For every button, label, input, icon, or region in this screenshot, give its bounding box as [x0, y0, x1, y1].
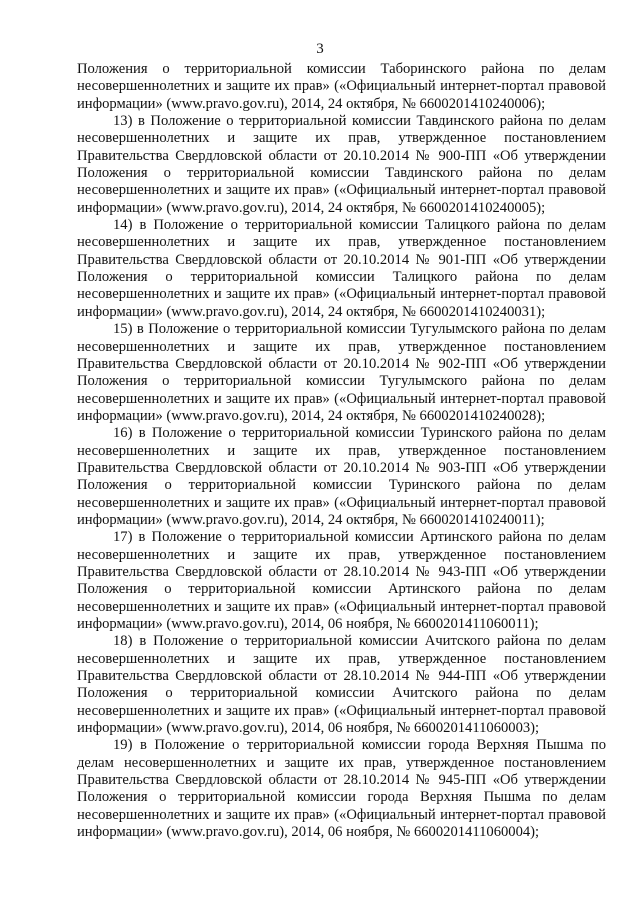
paragraph-item-14: 14) в Положение о территориальной комиссии Талицкого района по делам несовершеннолетних и защите их прав, утвержденное постановлением Правительства Свердловской области от 20.10.2014 № 901-ПП «Об утверждении Положения о территориальной комиссии Талицкого района по делам несовершеннолетних и защите их прав» («Официальный интернет-портал правовой информации» (www.pravo.gov.ru), 2014, 24 октября, № 6600201410240031); — [77, 217, 606, 320]
page-number: 3 — [316, 41, 324, 57]
paragraph-item-13: 13) в Положение о территориальной комиссии Тавдинского района по делам несовершеннолетних и защите их прав, утвержденное постановлением Правительства Свердловской области от 20.10.2014 № 900-ПП «Об утверждении Положения о территориальной комиссии Тавдинского района по делам несовершеннолетних и защите их прав» («Официальный интернет-портал правовой информации» (www.pravo.gov.ru), 2014, 24 октября, № 6600201410240005); — [77, 113, 606, 216]
paragraph-item-17: 17) в Положение о территориальной комиссии Артинского района по делам несовершеннолетних и защите их прав, утвержденное постановлением Правительства Свердловской области от 28.10.2014 № 943-ПП «Об утверждении Положения о территориальной комиссии Артинского района по делам несовершеннолетних и защите их прав» («Официальный интернет-портал правовой информации» (www.pravo.gov.ru), 2014, 06 ноября, № 6600201411060011); — [77, 529, 606, 632]
paragraph-item-15: 15) в Положение о территориальной комиссии Тугулымского района по делам несовершеннолетних и защите их прав, утвержденное постановлением Правительства Свердловской области от 20.10.2014 № 902-ПП «Об утверждении Положения о территориальной комиссии Тугулымского района по делам несовершеннолетних и защите их прав» («Официальный интернет-портал правовой информации» (www.pravo.gov.ru), 2014, 24 октября, № 6600201410240028); — [77, 321, 606, 424]
paragraph-item-16: 16) в Положение о территориальной комиссии Туринского района по делам несовершеннолетних и защите их прав, утвержденное постановлением Правительства Свердловской области от 20.10.2014 № 903-ПП «Об утверждении Положения о территориальной комиссии Туринского района по делам несовершеннолетних и защите их прав» («Официальный интернет-портал правовой информации» (www.pravo.gov.ru), 2014, 24 октября, № 6600201410240011); — [77, 425, 606, 528]
paragraph-item-12-continuation: Положения о территориальной комиссии Таборинского района по делам несовершеннолетних и защите их прав» («Официальный интернет-портал правовой информации» (www.pravo.gov.ru), 2014, 24 октября, № 6600201410240006); — [77, 61, 606, 112]
paragraph-item-19: 19) в Положение о территориальной комиссии города Верхняя Пышма по делам несовершеннолетних и защите их прав, утвержденное постановлением Правительства Свердловской области от 28.10.2014 № 945-ПП «Об утверждении Положения о территориальной комиссии города Верхняя Пышма по делам несовершеннолетних и защите их прав» («Официальный интернет-портал правовой информации» (www.pravo.gov.ru), 2014, 06 ноября, № 6600201411060004); — [77, 737, 606, 841]
paragraph-item-18: 18) в Положение о территориальной комиссии Ачитского района по делам несовершеннолетних и защите их прав, утвержденное постановлением Правительства Свердловской области от 28.10.2014 № 944-ПП «Об утверждении Положения о территориальной комиссии Ачитского района по делам несовершеннолетних и защите их прав» («Официальный интернет-портал правовой информации» (www.pravo.gov.ru), 2014, 06 ноября, № 6600201411060003); — [77, 633, 606, 737]
document-body — [77, 61, 606, 841]
